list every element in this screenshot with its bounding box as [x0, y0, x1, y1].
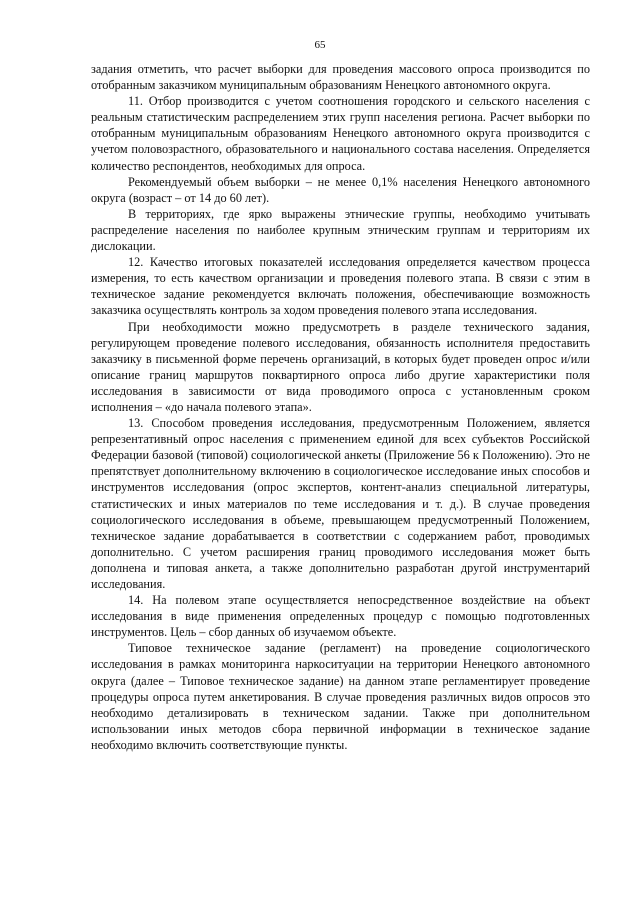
paragraph: задания отметить, что расчет выборки для проведения массового опроса производится по отобранным заказчиком муниципальным образованиям Ненецкого автономного округа. [91, 62, 590, 93]
paragraph: Рекомендуемый объем выборки – не менее 0,1% населения Ненецкого автономного округа (возраст – от 14 до 60 лет). [91, 174, 590, 205]
paragraph: Типовое техническое задание (регламент) на проведение социологического исследования в рамках мониторинга наркоситуации на территории Ненецкого автономного округа (далее – Типовое техническое задание) на данном этапе регламентирует проведение процедуры опроса путем анкетирования. В случае проведения различных видов опросов это необходимо детализировать в техническом задании. Также при дополнительном использовании иных методов сбора первичной информации в техническое задание необходимо включить соответствующие пункты. [91, 641, 590, 752]
paragraph: В территориях, где ярко выражены этнические группы, необходимо учитывать распределение населения по наиболее крупным этническим группам и территориям их дислокации. [91, 206, 590, 254]
paragraph: 13. Способом проведения исследования, предусмотренным Положением, является репрезентативный опрос населения с применением единой для всех субъектов Российской Федерации базовой (типовой) социологической анкеты (Приложение 56 к Положению). Это не препятствует дополнительному включению в социологическое исследование иных способов и инструментов исследования (опрос экспертов, контент-анализ специальной литературы, статистических и иных материалов по теме исследования и т. д.). В случае проведения социологического исследования в объеме, превышающем предусмотренный Положением, техническое задание дорабатывается в соответствии с содержанием работ, проводимых дополнительно. С учетом расширения границ проводимого исследования может быть дополнена и типовая анкета, а также дополнительно разработан другой инструментарий исследования. [91, 416, 590, 591]
paragraph: 11. Отбор производится с учетом соотношения городского и сельского населения с реальным статистическим распределением этих групп населения региона. Расчет выборки по отобранным муниципальным образованиям Ненецкого автономного округа производится с учетом половозрастного, образовательного и национального состава населения. Определяется количество респондентов, необходимых для опроса. [91, 94, 590, 173]
paragraph: 12. Качество итоговых показателей исследования определяется качеством процесса измерения, то есть качеством организации и проведения полевого этапа. В связи с этим в техническое задание рекомендуется включать положения, обеспечивающие возможность заказчика осуществлять контроль за ходом проведения полевого этапа исследования. [91, 255, 590, 318]
page-number: 65 [314, 39, 326, 51]
document-body [91, 61, 590, 753]
paragraph: 14. На полевом этапе осуществляется непосредственное воздействие на объект исследования в виде применения определенных процедур с помощью подготовленных инструментов. Цель – сбор данных об изучаемом объекте. [91, 593, 590, 640]
paragraph: При необходимости можно предусмотреть в разделе технического задания, регулирующем проведение полевого исследования, обязанность исполнителя предоставить заказчику в письменной форме перечень организаций, в которых будет проведен опрос и/или описание границ маршрутов поквартирного опроса либо другие характеристики поля исследования в зависимости от вида проводимого опроса с установленным сроком исполнения – «до начала полевого этапа». [91, 319, 590, 414]
